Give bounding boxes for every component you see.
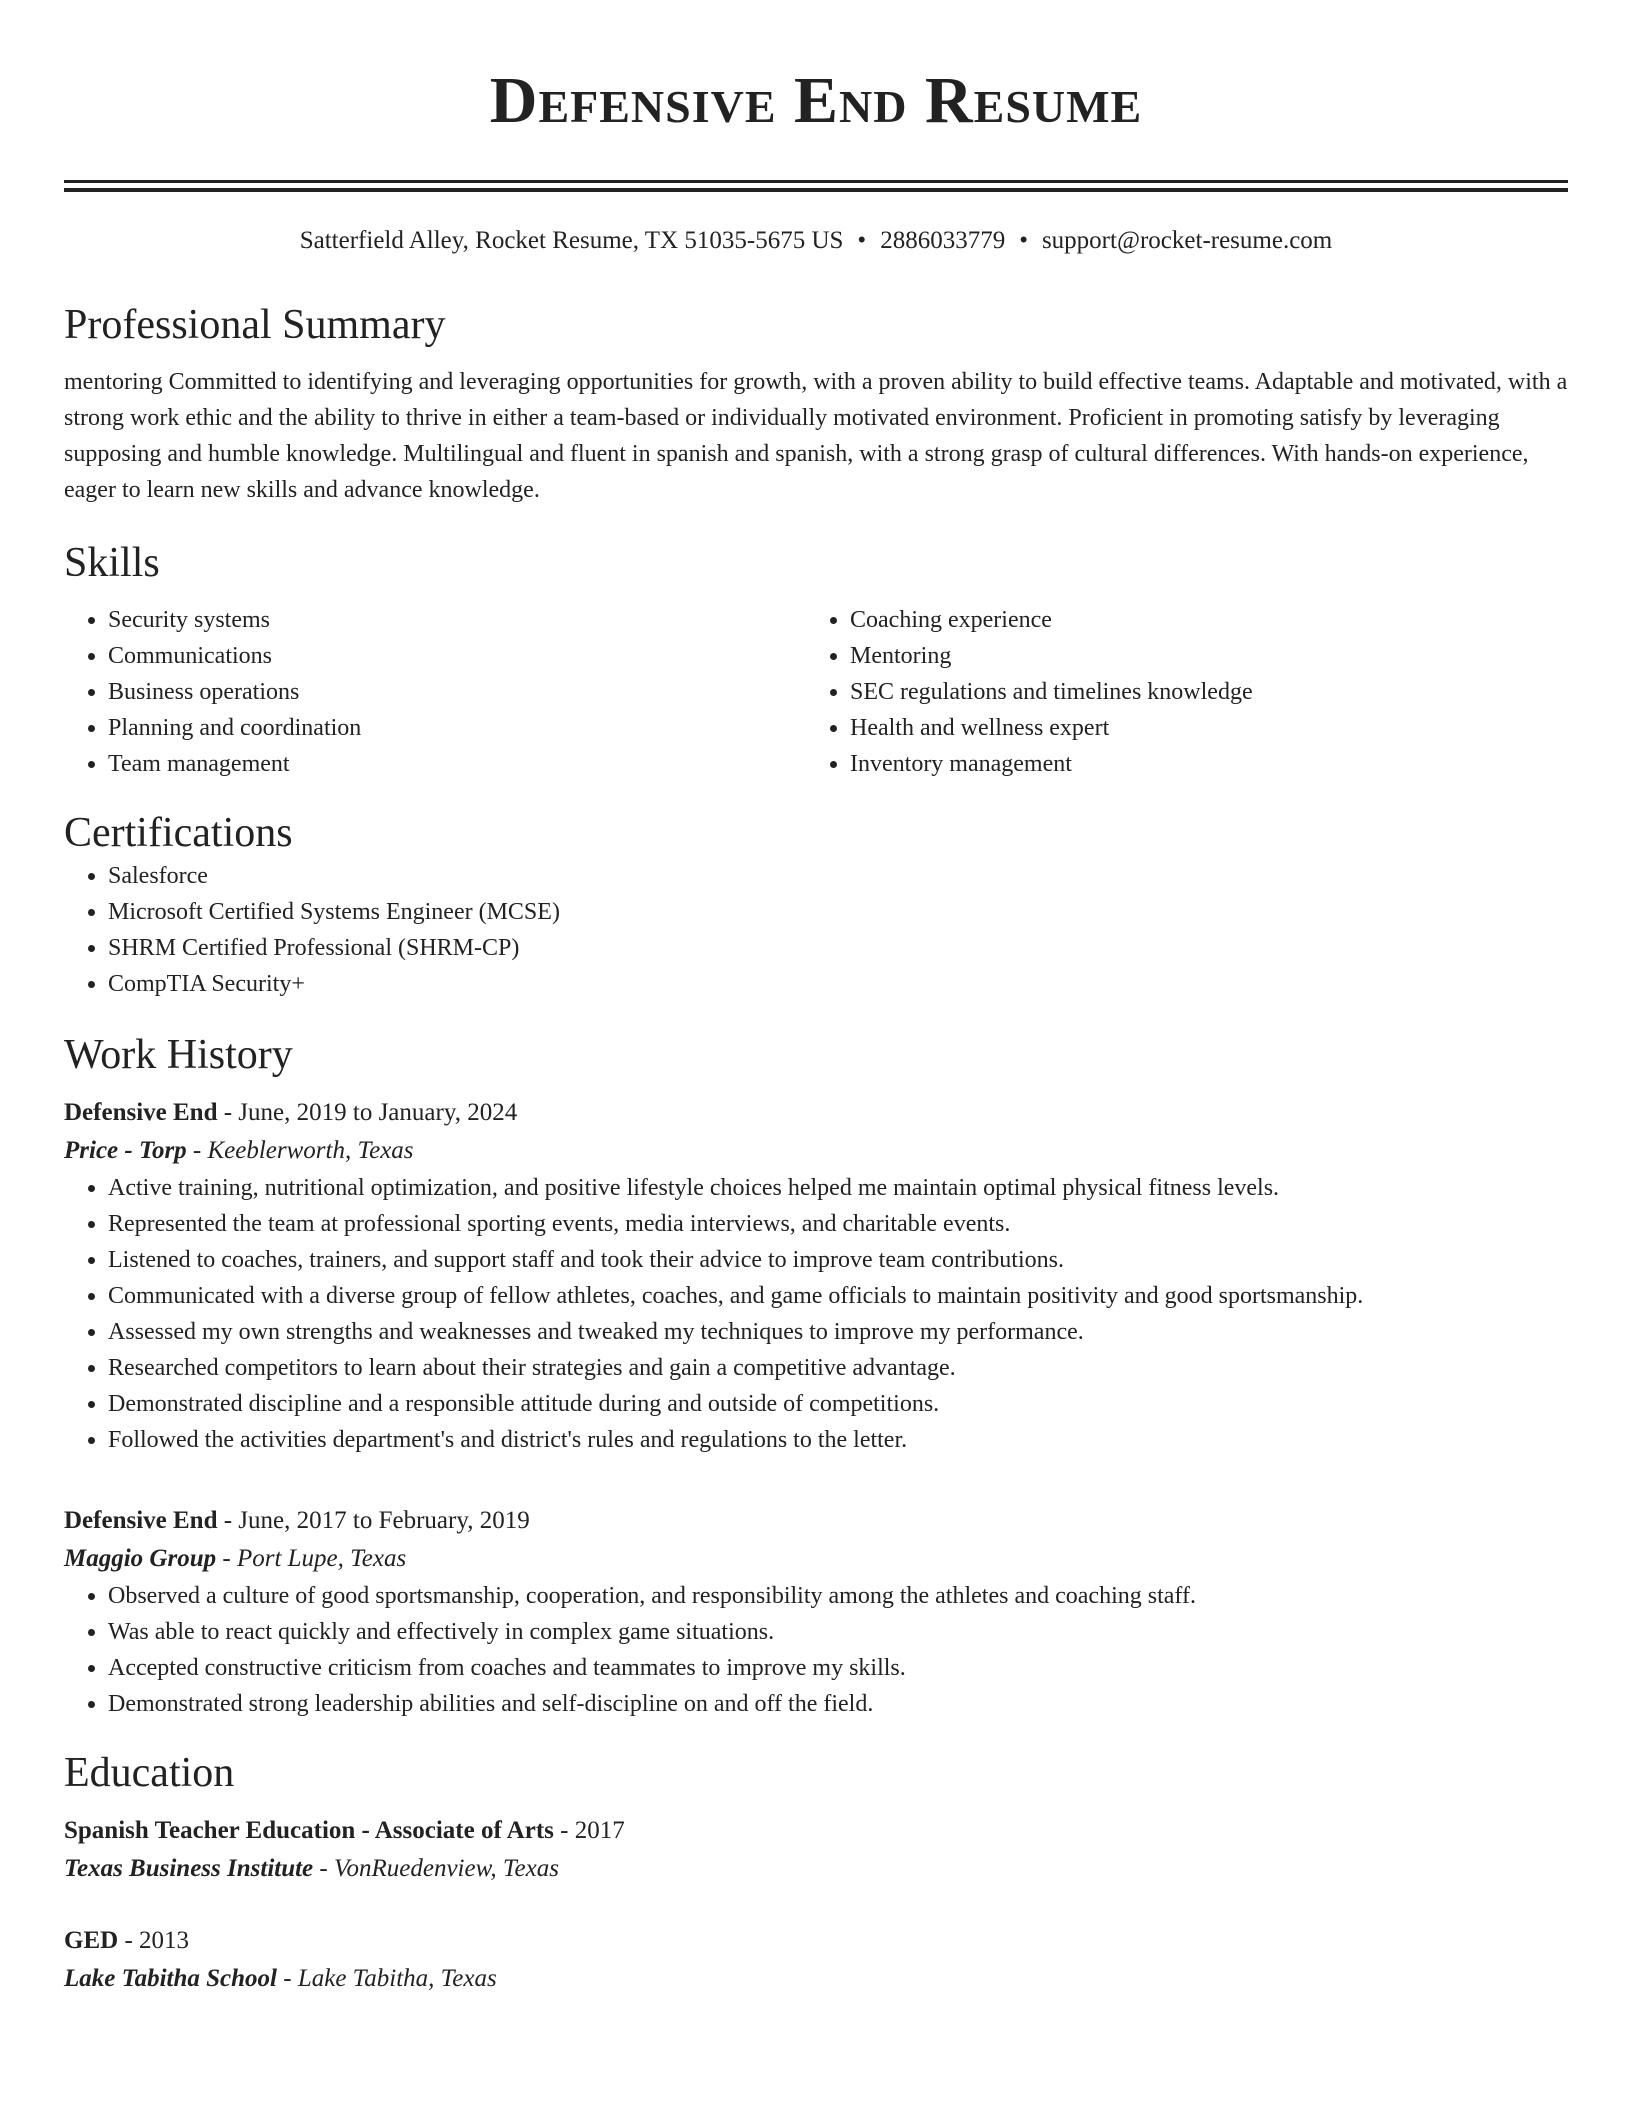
- job-duty-item: • Listened to coaches, trainers, and support staff and took their advice to improve team contributions.: [108, 1242, 1568, 1278]
- skills-list-left: [108, 602, 806, 782]
- title-divider-thin: [64, 180, 1568, 183]
- job-duty-item: • Researched competitors to learn about their strategies and gain a competitive advantage.: [108, 1350, 1568, 1386]
- job-duties-list: [64, 1170, 1568, 1458]
- job-dates: - June, 2019 to January, 2024: [217, 1099, 518, 1126]
- resume-title: Defensive End Resume: [489, 64, 1143, 137]
- job-dates: - June, 2017 to February, 2019: [217, 1507, 530, 1534]
- contact-separator: •: [1019, 227, 1028, 254]
- job-duty-item: • Communicated with a diverse group of fellow athletes, coaches, and game officials to maintain positivity and good sportsmanship.: [108, 1278, 1568, 1314]
- education-school: Texas Business Institute: [64, 1855, 314, 1882]
- education-location: - VonRuedenview, Texas: [313, 1855, 559, 1882]
- job-duty-item: • Followed the activities department's and district's rules and regulations to the letter.: [108, 1422, 1568, 1458]
- job-duty-item: • Accepted constructive criticism from coaches and teammates to improve my skills.: [108, 1650, 1568, 1686]
- education-heading: Education: [64, 1750, 235, 1796]
- job-role: Defensive End: [64, 1507, 218, 1534]
- skill-item: • Health and wellness expert: [850, 710, 1548, 746]
- education-year: - 2017: [553, 1817, 625, 1844]
- skill-item: • Mentoring: [850, 638, 1548, 674]
- job-duty-item: • Demonstrated strong leadership abilities and self-discipline on and off the field.: [108, 1686, 1568, 1722]
- education-year: - 2013: [118, 1927, 190, 1954]
- summary-text: mentoring Committed to identifying and leveraging opportunities for growth, with a proven ability to build effective teams. Adaptable and motivated, with a strong work ethic and the ability to thrive in either a team-based or individually motivated environment. Proficient in promoting satisfy by leveraging supposing and humble knowledge. Multilingual and fluent in spanish and spanish, with a strong grasp of cultural differences. With hands-on experience, eager to learn new skills and advance knowledge.: [64, 369, 1568, 503]
- job-role: Defensive End: [64, 1099, 218, 1126]
- education-entry: [64, 1812, 1568, 1888]
- education-institution: [64, 1850, 1568, 1888]
- education-location: - Lake Tabitha, Texas: [277, 1965, 497, 1992]
- skills-grid: [64, 602, 1568, 782]
- skill-item: • Inventory management: [850, 746, 1548, 782]
- skills-heading: Skills: [64, 540, 160, 586]
- education-header: [64, 1922, 1568, 1960]
- job-header: [64, 1094, 1568, 1132]
- education-entry: [64, 1922, 1568, 1998]
- contact-line: [64, 226, 1568, 256]
- education-institution: [64, 1960, 1568, 1998]
- job-entry: [64, 1094, 1568, 1458]
- job-company: Price - Torp: [64, 1137, 187, 1164]
- job-header: [64, 1502, 1568, 1540]
- certification-item: • CompTIA Security+: [108, 966, 1568, 1002]
- job-duties-list: [64, 1578, 1568, 1722]
- contact-address: Satterfield Alley, Rocket Resume, TX 51035-5675 US: [299, 227, 844, 254]
- certifications-heading: Certifications: [64, 810, 293, 856]
- skill-item: • Communications: [108, 638, 806, 674]
- job-location: - Port Lupe, Texas: [216, 1545, 407, 1572]
- skill-item: • Coaching experience: [850, 602, 1548, 638]
- education-degree: Spanish Teacher Education - Associate of Arts: [64, 1817, 554, 1844]
- contact-email: support@rocket-resume.com: [1041, 227, 1333, 254]
- contact-phone: 2886033779: [880, 227, 1006, 254]
- summary-heading: Professional Summary: [64, 302, 446, 348]
- education-header: [64, 1812, 1568, 1850]
- job-duty-item: • Active training, nutritional optimization, and positive lifestyle choices helped me maintain optimal physical fitness levels.: [108, 1170, 1568, 1206]
- education-degree: GED: [64, 1927, 119, 1954]
- job-company: Maggio Group: [64, 1545, 217, 1572]
- certification-item: • SHRM Certified Professional (SHRM-CP): [108, 930, 1568, 966]
- certification-item: • Microsoft Certified Systems Engineer (MCSE): [108, 894, 1568, 930]
- skills-column-left: [64, 602, 806, 782]
- job-entry: [64, 1502, 1568, 1722]
- skills-column-right: [806, 602, 1548, 782]
- contact-separator: •: [857, 227, 867, 254]
- skill-item: • SEC regulations and timelines knowledge: [850, 674, 1548, 710]
- job-duty-item: • Represented the team at professional sporting events, media interviews, and charitable events.: [108, 1206, 1568, 1242]
- education-school: Lake Tabitha School: [64, 1965, 277, 1992]
- skill-item: • Team management: [108, 746, 806, 782]
- job-employer: [64, 1540, 1568, 1578]
- skill-item: • Planning and coordination: [108, 710, 806, 746]
- title-divider-thick: [64, 188, 1568, 192]
- job-employer: [64, 1132, 1568, 1170]
- skills-list-right: [850, 602, 1548, 782]
- job-duty-item: • Observed a culture of good sportsmanship, cooperation, and responsibility among the athletes and coaching staff.: [108, 1578, 1568, 1614]
- job-duty-item: • Demonstrated discipline and a responsible attitude during and outside of competitions.: [108, 1386, 1568, 1422]
- certification-item: • Salesforce: [108, 858, 1568, 894]
- skill-item: • Business operations: [108, 674, 806, 710]
- work-history-heading: Work History: [64, 1032, 293, 1078]
- certifications-list: [64, 858, 1568, 1002]
- job-duty-item: • Was able to react quickly and effectively in complex game situations.: [108, 1614, 1568, 1650]
- job-location: - Keeblerworth, Texas: [186, 1137, 414, 1164]
- skill-item: • Security systems: [108, 602, 806, 638]
- job-duty-item: • Assessed my own strengths and weaknesses and tweaked my techniques to improve my performance.: [108, 1314, 1568, 1350]
